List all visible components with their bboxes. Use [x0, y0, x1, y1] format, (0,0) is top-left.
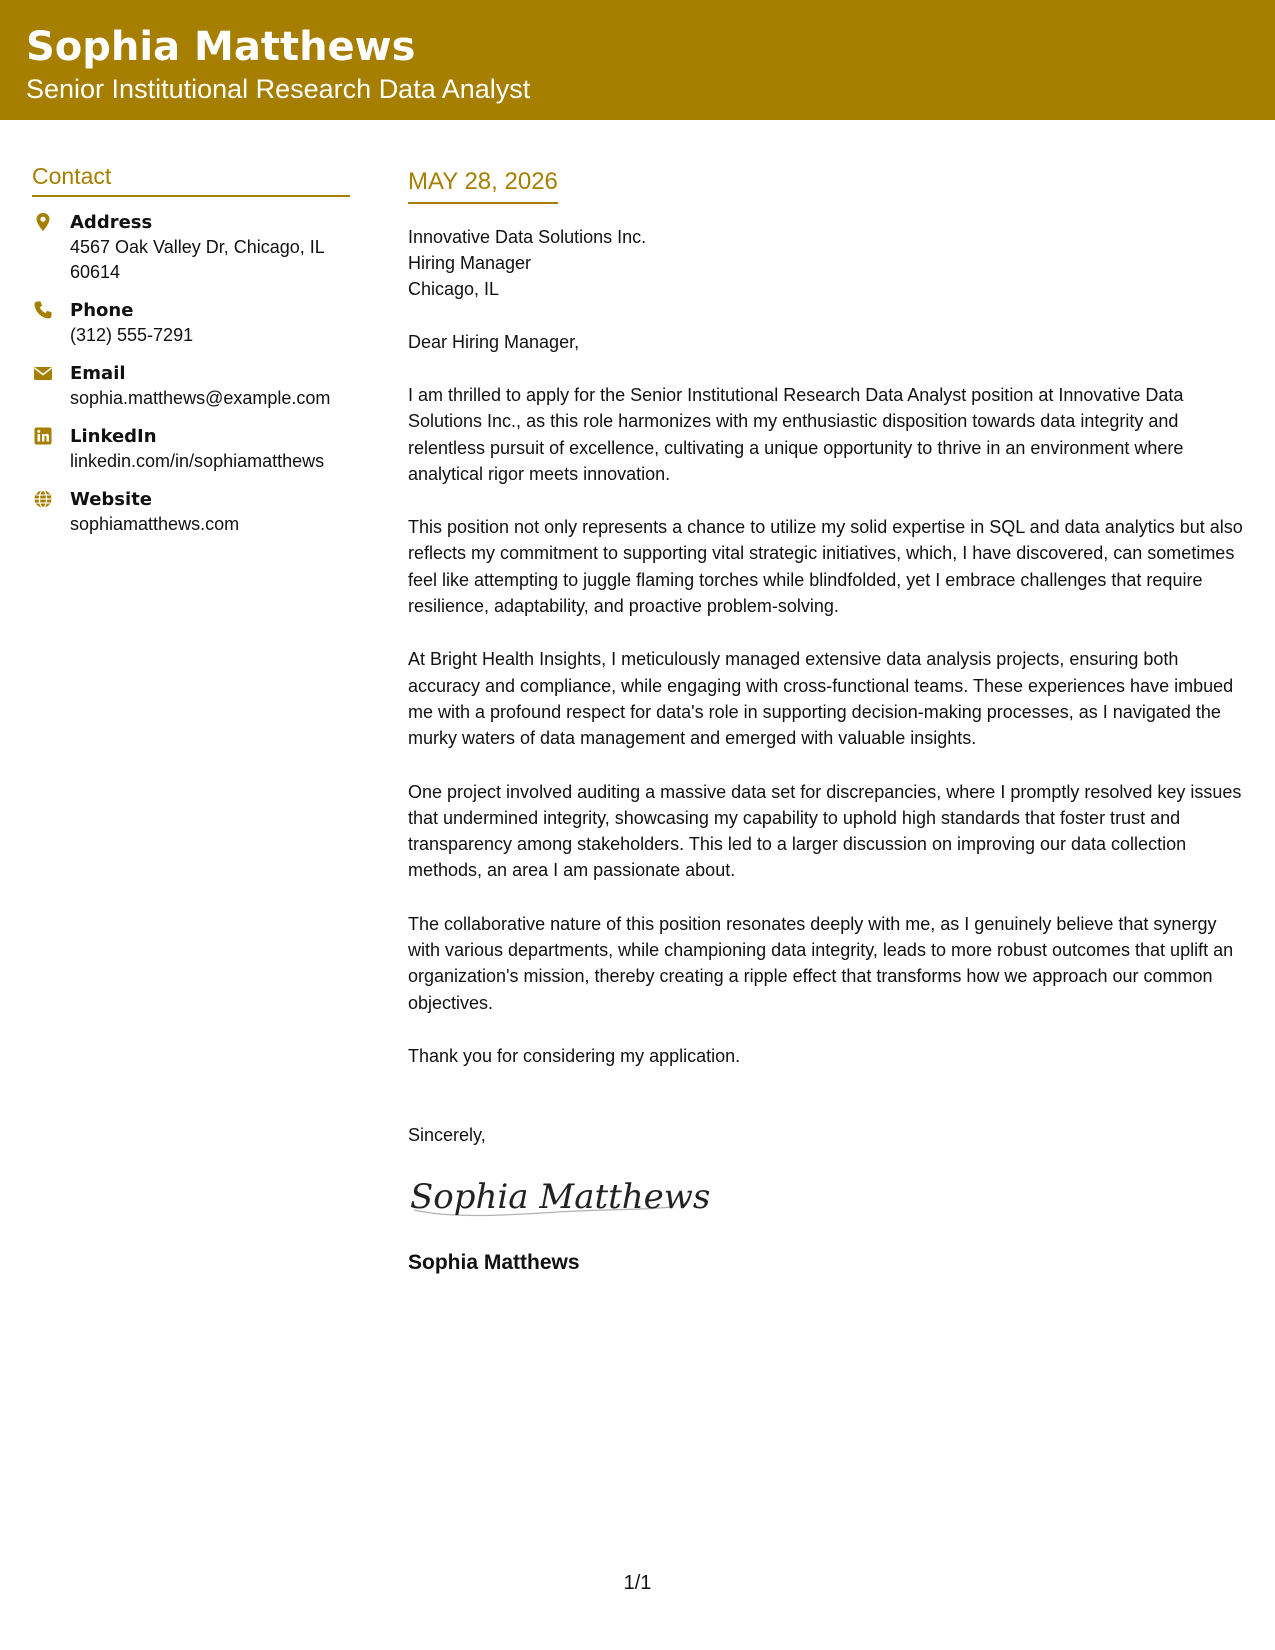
contact-label: Website	[70, 489, 153, 510]
contact-heading: Contact	[32, 160, 350, 197]
body-paragraph: One project involved auditing a massive data set for discrepancies, where I promptly resolved key issues that undermined integrity, showcasing my capability to uphold high standards that foster trust and transparency among stakeholders. This led to a larger discussion on improving our data collection methods, an area I am passionate about.	[408, 781, 1242, 881]
contact-label: Address	[70, 212, 153, 233]
signature-text: Sophia Matthews	[410, 1176, 711, 1217]
signed-name: Sophia Matthews	[408, 1250, 580, 1274]
contact-website	[32, 488, 352, 537]
globe-icon	[33, 489, 53, 509]
recipient-company: Innovative Data Solutions Inc.	[408, 227, 647, 247]
contact-label: Email	[70, 363, 126, 384]
contact-address	[32, 211, 352, 285]
contact-value: 60614	[70, 262, 121, 282]
contact-phone	[32, 299, 352, 348]
phone-icon	[33, 300, 53, 320]
contact-value: sophia.matthews@example.com	[70, 388, 331, 408]
closing-line: Thank you for considering my application.	[408, 1045, 741, 1066]
contact-value: linkedin.com/in/sophiamatthews	[70, 451, 325, 471]
contact-sidebar	[32, 160, 352, 537]
body-paragraph: At Bright Health Insights, I meticulously managed extensive data analysis projects, ensuring both accuracy and compliance, while engaging with cross-functional teams. These experiences have imbued me with a profound respect for data's role in supporting decision-making processes, as I navigated the murky waters of data management and emerged with valuable insights.	[408, 649, 1234, 749]
contact-value: 4567 Oak Valley Dr, Chicago, IL	[70, 237, 325, 257]
recipient-block	[408, 224, 1253, 302]
recipient-location: Chicago, IL	[408, 279, 500, 299]
contact-value: sophiamatthews.com	[70, 514, 240, 534]
applicant-title: Senior Institutional Research Data Analyst	[26, 74, 531, 104]
applicant-name: Sophia Matthews	[26, 24, 416, 70]
recipient-role: Hiring Manager	[408, 253, 532, 273]
map-pin-icon	[33, 212, 53, 232]
contact-linkedin	[32, 425, 352, 474]
contact-label: Phone	[70, 300, 134, 321]
contact-value: (312) 555-7291	[70, 325, 194, 345]
body-paragraph: The collaborative nature of this position resonates deeply with me, as I genuinely believe that synergy with various departments, while championing data integrity, leads to more robust outcomes that uplift an organization's mission, thereby creating a ripple effect that transforms how we approach our common objectives.	[408, 913, 1234, 1013]
envelope-icon	[33, 363, 53, 383]
handwritten-signature	[408, 1166, 711, 1226]
body-paragraph: This position not only represents a chance to utilize my solid expertise in SQL and data analytics but also reflects my commitment to supporting vital strategic initiatives, which, I have discovered, can sometimes feel like attempting to juggle flaming torches while blindfolded, yet I embrace challenges that require resilience, adaptability, and proactive problem-solving.	[408, 517, 1243, 617]
contact-label: LinkedIn	[70, 426, 157, 447]
letter-date: MAY 28, 2026	[408, 166, 558, 204]
letter-body	[408, 166, 1253, 1277]
header-banner	[0, 0, 1275, 120]
page-number: 1/1	[623, 1572, 652, 1594]
linkedin-icon	[33, 426, 53, 446]
body-paragraph: I am thrilled to apply for the Senior Institutional Research Data Analyst position at Innovative Data Solutions Inc., as this role harmonizes with my enthusiastic disposition towards data integrity and relentless pursuit of excellence, cultivating a unique opportunity to thrive in an environment where analytical rigor meets innovation.	[408, 385, 1184, 484]
contact-email	[32, 362, 352, 411]
greeting: Dear Hiring Manager,	[408, 332, 580, 352]
signoff: Sincerely,	[408, 1124, 486, 1145]
